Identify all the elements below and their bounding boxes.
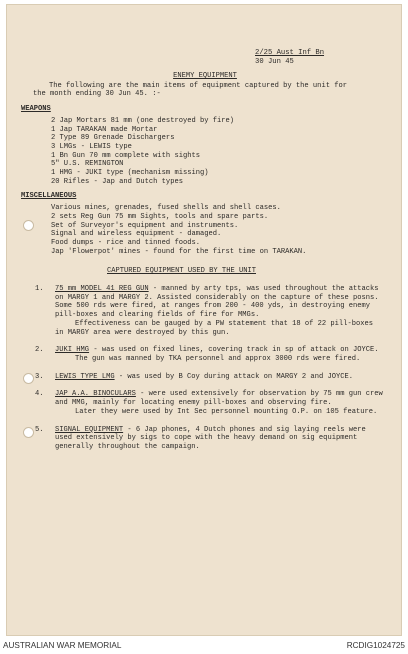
intro-line-1: The following are the main items of equipment captured by the unit for [49,81,347,90]
page-title: ENEMY EQUIPMENT [173,72,237,80]
used-item [19,426,391,452]
item-label: LEWIS TYPE LMG [55,372,115,381]
list-item: Signal and wireless equipment - damaged. [51,230,222,239]
item-label: 75 mm MODEL 41 REG GUN [55,285,149,294]
report-date: 30 Jun 45 [255,58,294,66]
archive-name: AUSTRALIAN WAR MEMORIAL [3,641,122,650]
document-page [6,4,402,636]
item-paragraph [55,285,385,320]
list-item: 1 HMG - JUKI type (mechanism missing) [51,169,209,178]
item-text-2: The gun was manned by TKA personnel and approx 3000 rds were fired. [75,354,361,363]
list-item: 5" U.S. REMINGTON [51,160,124,169]
list-item: 20 Rifles - Jap and Dutch types [51,177,183,186]
item-label: SIGNAL EQUIPMENT [55,425,124,434]
item-number: 5. [35,425,44,434]
intro-line-2: the month ending 30 Jun 45. :- [33,90,161,99]
item-text-2: Later they were used by Int Sec personnel mounting O.P. on 105 feature. [75,407,378,416]
item-number: 1. [35,285,44,294]
list-item: 2 Type 89 Grenade Dischargers [51,134,175,143]
misc-heading: MISCELLANEOUS [21,192,77,201]
item-text: - was used by B Coy during attack on MARGY 2 and JOYCE. [118,372,354,381]
item-paragraph [55,390,385,407]
archive-reference: RCDIG1024725 [346,641,405,650]
item-text: - were used extensively for observation by 75 mm gun crew and MMG, mainly for locating enemy pill-boxes and observing fire. [55,390,383,408]
used-item [19,390,391,416]
unit-name: 2/25 Aust Inf Bn [255,49,325,57]
item-paragraph [55,426,385,452]
list-item: Set of Surveyor's equipment and instruments. [51,221,239,230]
item-number: 4. [35,390,44,399]
used-item [19,373,391,382]
list-item: 1 Jap TARAKAN made Mortar [51,125,158,134]
used-item [19,285,391,337]
item-text: - 6 Jap phones, 4 Dutch phones and sig laying reels were used extensively by sigs to cope with the heavy demand on sig equipment generally throughout the campaign. [55,425,366,451]
item-paragraph [55,346,385,355]
list-item: 2 Jap Mortars 81 mm (one destroyed by fire) [51,116,235,125]
weapons-list [19,117,391,187]
list-item: 2 sets Reg Gun 75 mm Sights, tools and spare parts. [51,212,269,221]
archive-footer [0,640,408,654]
weapons-heading: WEAPONS [21,105,51,114]
used-equipment-title: CAPTURED EQUIPMENT USED BY THE UNIT [107,267,256,276]
item-number: 2. [35,346,44,355]
used-item [19,346,391,363]
item-label: JAP A.A. BINOCULARS [55,390,136,399]
list-item: 3 LMGs - LEWIS type [51,142,132,151]
list-item: 1 Bn Gun 70 mm complete with sights [51,151,200,160]
document-body [19,51,391,452]
item-paragraph [55,373,385,382]
list-item: Jap 'Flowerpot' mines - found for the first time on TARAKAN. [51,247,307,256]
misc-list [19,204,391,256]
item-text: - manned by arty tps, was used throughout the attacks on MARGY 1 and MARGY 2. Assisted considerably on the capture of these posns. Some 500 rds were fired, at ranges from 200 - 400 yds, in destroying enemy pill-boxes and clearing fields of fire for MMGs. [55,285,379,320]
item-number: 3. [35,372,44,381]
item-text: - was used on fixed lines, covering track in sp of attack on JOYCE. [93,346,379,355]
item-label: JUKI HMG [55,346,90,355]
list-item: Food dumps - rice and tinned foods. [51,238,200,247]
item-text-2: Effectiveness can be gauged by a PW statement that 18 of 22 pill-boxes in MARGY area were destroyed by this gun. [55,319,373,337]
list-item: Various mines, grenades, fused shells and shell cases. [51,204,281,213]
